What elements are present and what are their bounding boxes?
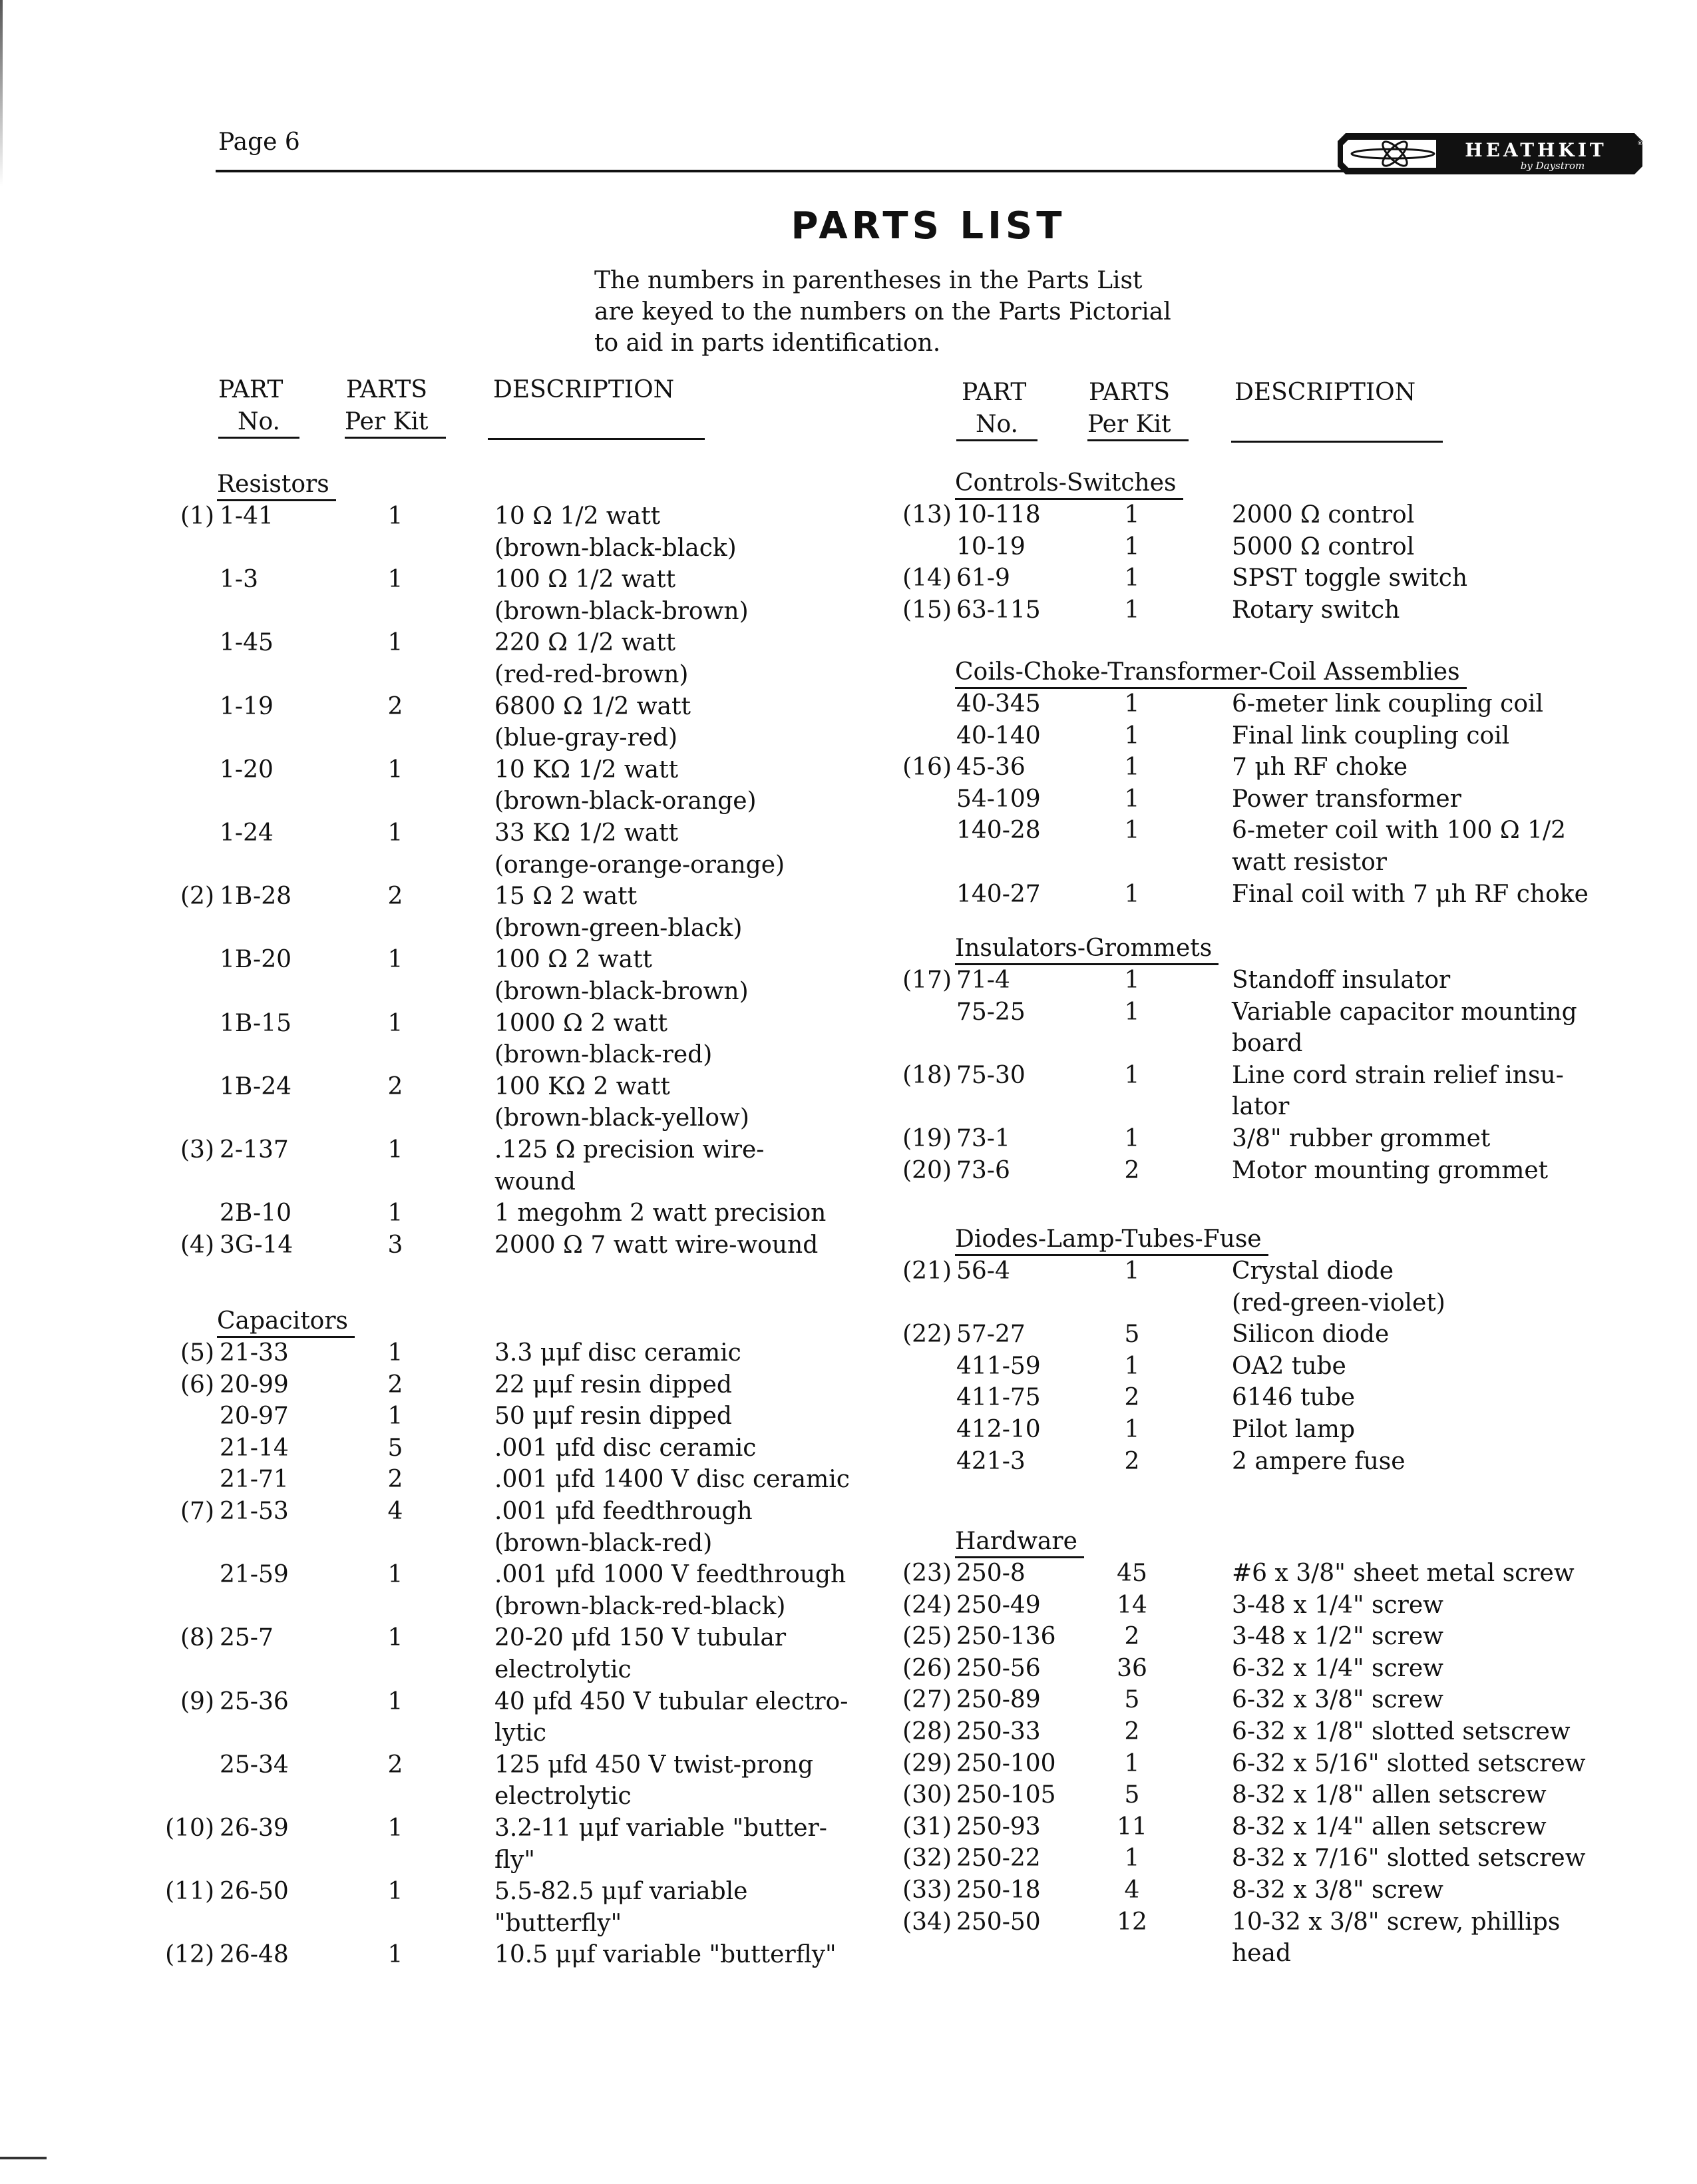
part-description: 100 Ω 1/2 watt <box>494 566 676 594</box>
parts-per-kit: 4 <box>387 1498 403 1525</box>
parts-per-kit: 2 <box>1124 1447 1140 1475</box>
part-description: 2 ampere fuse <box>1232 1447 1406 1475</box>
part-number: 54-109 <box>956 785 1041 813</box>
parts-per-kit: 1 <box>1124 501 1140 529</box>
parts-per-kit: 36 <box>1117 1654 1147 1682</box>
part-description: 5.5-82.5 μμf variable <box>494 1878 748 1906</box>
part-description: (red-red-brown) <box>494 661 689 688</box>
parts-per-kit: 2 <box>1124 1718 1140 1745</box>
part-description: .001 μfd 1000 V feedthrough <box>494 1561 847 1589</box>
parts-per-kit: 1 <box>387 1339 403 1367</box>
parts-per-kit: 1 <box>387 566 403 594</box>
pictorial-ref: (22) <box>902 1321 952 1349</box>
part-description: 15 Ω 2 watt <box>494 883 638 911</box>
pictorial-ref: (3) <box>180 1136 214 1164</box>
pictorial-ref: (34) <box>902 1908 952 1936</box>
section-heading: Coils-Choke-Transformer-Coil Assemblies <box>955 658 1467 689</box>
parts-per-kit: 11 <box>1117 1813 1147 1841</box>
parts-per-kit: 5 <box>387 1434 403 1462</box>
part-description: 40 μfd 450 V tubular electro- <box>494 1687 848 1715</box>
part-number: 250-8 <box>956 1560 1026 1587</box>
part-number: 250-22 <box>956 1845 1041 1872</box>
part-description: lator <box>1232 1093 1290 1121</box>
part-number: 73-1 <box>956 1125 1010 1152</box>
part-description: head <box>1232 1940 1291 1968</box>
pictorial-ref: (12) <box>165 1941 214 1969</box>
parts-per-kit: 1 <box>387 1200 403 1227</box>
parts-per-kit: 1 <box>1124 1125 1140 1152</box>
part-number: 21-33 <box>220 1339 289 1367</box>
parts-per-kit: 2 <box>387 692 403 720</box>
header-part-no: No. <box>956 410 1037 441</box>
section-heading: Diodes-Lamp-Tubes-Fuse <box>955 1225 1268 1256</box>
part-number: 21-53 <box>220 1498 289 1525</box>
part-number: 421-3 <box>956 1447 1026 1475</box>
part-number: 1-3 <box>220 566 258 594</box>
part-description: 50 μμf resin dipped <box>494 1403 732 1430</box>
parts-per-kit: 2 <box>1124 1623 1140 1651</box>
part-description: 6-meter coil with 100 Ω 1/2 <box>1232 817 1567 845</box>
part-number: 1-41 <box>220 503 274 530</box>
parts-per-kit: 1 <box>1124 564 1140 592</box>
parts-per-kit: 1 <box>387 1561 403 1589</box>
parts-per-kit: 14 <box>1117 1591 1147 1619</box>
pictorial-ref: (14) <box>902 564 952 592</box>
pictorial-ref: (10) <box>165 1815 214 1842</box>
part-number: 10-118 <box>956 501 1041 529</box>
part-number: 411-75 <box>956 1384 1041 1412</box>
header-description: DESCRIPTION <box>1234 379 1416 406</box>
section-heading: Capacitors <box>217 1307 355 1338</box>
part-description: 3-48 x 1/4" screw <box>1232 1591 1443 1619</box>
intro-line: to aid in parts identification. <box>594 329 941 357</box>
part-description: Motor mounting grommet <box>1232 1156 1549 1184</box>
part-description: 8-32 x 3/8" screw <box>1232 1876 1443 1904</box>
header-part: PART <box>962 379 1027 406</box>
part-number: 21-14 <box>220 1434 289 1462</box>
part-description: Power transformer <box>1232 785 1461 813</box>
part-description: 22 μμf resin dipped <box>494 1371 732 1399</box>
part-number: 75-30 <box>956 1061 1026 1089</box>
parts-per-kit: 2 <box>387 1072 403 1100</box>
parts-per-kit: 1 <box>387 1941 403 1969</box>
part-description: wound <box>494 1168 576 1196</box>
part-number: 26-39 <box>220 1815 289 1842</box>
pictorial-ref: (21) <box>902 1257 952 1285</box>
section-heading: Hardware <box>955 1527 1084 1558</box>
part-description: 2000 Ω control <box>1232 501 1415 529</box>
parts-per-kit: 1 <box>1124 690 1140 718</box>
part-description: 5000 Ω control <box>1232 533 1415 560</box>
part-description: 6-32 x 1/4" screw <box>1232 1654 1443 1682</box>
parts-per-kit: 1 <box>387 1624 403 1652</box>
part-description: Standoff insulator <box>1232 967 1451 994</box>
parts-per-kit: 2 <box>387 1371 403 1399</box>
part-description: 7 μh RF choke <box>1232 754 1408 781</box>
part-number: 40-140 <box>956 722 1041 750</box>
parts-per-kit: 1 <box>1124 1061 1140 1089</box>
part-description: 3.2-11 μμf variable "butter- <box>494 1815 827 1842</box>
part-number: 25-36 <box>220 1687 289 1715</box>
part-number: 10-19 <box>956 533 1026 560</box>
part-number: 1-24 <box>220 819 274 847</box>
part-number: 63-115 <box>956 596 1041 624</box>
part-description: fly" <box>494 1846 535 1874</box>
part-description: Final link coupling coil <box>1232 722 1510 750</box>
part-description: 6-32 x 1/8" slotted setscrew <box>1232 1718 1571 1745</box>
part-description: .125 Ω precision wire- <box>494 1136 765 1164</box>
page-title: PARTS LIST <box>791 204 1066 248</box>
part-description: Rotary switch <box>1232 596 1400 624</box>
part-description: (blue-gray-red) <box>494 724 678 752</box>
parts-per-kit: 5 <box>1124 1321 1140 1349</box>
pictorial-ref: (20) <box>902 1156 952 1184</box>
part-number: 20-99 <box>220 1371 289 1399</box>
parts-per-kit: 1 <box>1124 1352 1140 1380</box>
part-number: 411-59 <box>956 1352 1041 1380</box>
part-number: 3G-14 <box>220 1231 293 1259</box>
part-description: 1000 Ω 2 watt <box>494 1009 667 1037</box>
pictorial-ref: (31) <box>902 1813 952 1841</box>
part-description: 3/8" rubber grommet <box>1232 1125 1491 1152</box>
part-number: 2-137 <box>220 1136 289 1164</box>
parts-per-kit: 1 <box>387 1878 403 1906</box>
svg-text:by Daystrom: by Daystrom <box>1520 160 1585 172</box>
part-description: 8-32 x 1/8" allen setscrew <box>1232 1781 1547 1809</box>
part-description: "butterfly" <box>494 1909 622 1937</box>
parts-per-kit: 1 <box>1124 596 1140 624</box>
pictorial-ref: (25) <box>902 1623 952 1651</box>
pictorial-ref: (6) <box>180 1371 214 1399</box>
parts-per-kit: 1 <box>1124 998 1140 1026</box>
scan-mark <box>0 2157 47 2159</box>
pictorial-ref: (9) <box>180 1687 214 1715</box>
parts-per-kit: 5 <box>1124 1781 1140 1809</box>
parts-per-kit: 1 <box>387 946 403 974</box>
pictorial-ref: (17) <box>902 967 952 994</box>
header-part: PART <box>218 376 283 403</box>
part-description: 10 Ω 1/2 watt <box>494 503 661 530</box>
part-description: (brown-black-red) <box>494 1529 713 1557</box>
part-description: Pilot lamp <box>1232 1416 1355 1443</box>
part-description: 8-32 x 1/4" allen setscrew <box>1232 1813 1547 1841</box>
parts-per-kit: 1 <box>387 819 403 847</box>
part-description: Silicon diode <box>1232 1321 1390 1349</box>
part-description: Line cord strain relief insu- <box>1232 1061 1564 1089</box>
part-number: 56-4 <box>956 1257 1010 1285</box>
parts-per-kit: 1 <box>387 756 403 783</box>
section-heading: Insulators-Grommets <box>955 934 1219 965</box>
part-number: 250-105 <box>956 1781 1056 1809</box>
part-description: OA2 tube <box>1232 1352 1346 1380</box>
part-description: 6-32 x 3/8" screw <box>1232 1686 1443 1714</box>
part-description: .001 μfd 1400 V disc ceramic <box>494 1466 850 1494</box>
pictorial-ref: (2) <box>180 883 214 911</box>
part-description: 10 KΩ 1/2 watt <box>494 756 679 783</box>
part-description: 33 KΩ 1/2 watt <box>494 819 679 847</box>
part-number: 1-19 <box>220 692 274 720</box>
part-number: 1B-20 <box>220 946 291 974</box>
header-per-kit: Per Kit <box>1087 410 1189 441</box>
part-description: (brown-black-brown) <box>494 597 749 625</box>
pictorial-ref: (26) <box>902 1654 952 1682</box>
part-number: 250-100 <box>956 1749 1056 1777</box>
part-number: 250-89 <box>956 1686 1041 1714</box>
part-number: 40-345 <box>956 690 1041 718</box>
section-heading: Resistors <box>217 470 336 501</box>
header-per-kit: Per Kit <box>345 407 446 439</box>
pictorial-ref: (13) <box>902 501 952 529</box>
part-description: 100 KΩ 2 watt <box>494 1072 670 1100</box>
intro-paragraph <box>594 265 1171 359</box>
part-description: electrolytic <box>494 1656 632 1683</box>
header-rule <box>216 170 1347 172</box>
part-number: 61-9 <box>956 564 1010 592</box>
part-number: 75-25 <box>956 998 1026 1026</box>
part-description: (brown-black-brown) <box>494 978 749 1005</box>
parts-per-kit: 1 <box>1124 754 1140 781</box>
heathkit-logo <box>1336 132 1644 176</box>
parts-per-kit: 2 <box>1124 1156 1140 1184</box>
part-number: 250-136 <box>956 1623 1056 1651</box>
section-heading: Controls-Switches <box>955 469 1183 500</box>
part-description: SPST toggle switch <box>1232 564 1468 592</box>
part-number: 1B-15 <box>220 1009 291 1037</box>
header-description: DESCRIPTION <box>493 376 675 403</box>
parts-per-kit: 1 <box>1124 880 1140 908</box>
pictorial-ref: (24) <box>902 1591 952 1619</box>
part-description: 3.3 μμf disc ceramic <box>494 1339 741 1367</box>
parts-per-kit: 5 <box>1124 1686 1140 1714</box>
part-description: (brown-black-yellow) <box>494 1104 749 1132</box>
svg-text:HEATHKIT: HEATHKIT <box>1465 139 1607 161</box>
pictorial-ref: (29) <box>902 1749 952 1777</box>
part-number: 73-6 <box>956 1156 1010 1184</box>
pictorial-ref: (32) <box>902 1845 952 1872</box>
part-number: 1-45 <box>220 629 274 657</box>
part-description: 6-32 x 5/16" slotted setscrew <box>1232 1749 1586 1777</box>
part-description: Crystal diode <box>1232 1257 1394 1285</box>
parts-per-kit: 1 <box>1124 722 1140 750</box>
part-description: 8-32 x 7/16" slotted setscrew <box>1232 1845 1586 1872</box>
pictorial-ref: (18) <box>902 1061 952 1089</box>
pictorial-ref: (27) <box>902 1686 952 1714</box>
part-number: 2B-10 <box>220 1200 291 1227</box>
pictorial-ref: (23) <box>902 1560 952 1587</box>
part-description: 20-20 μfd 150 V tubular <box>494 1624 787 1652</box>
parts-per-kit: 1 <box>1124 533 1140 560</box>
parts-per-kit: 45 <box>1117 1560 1147 1587</box>
pictorial-ref: (33) <box>902 1876 952 1904</box>
part-number: 57-27 <box>956 1321 1026 1349</box>
header-parts: PARTS <box>346 376 428 403</box>
part-description: .001 μfd disc ceramic <box>494 1434 757 1462</box>
parts-per-kit: 1 <box>1124 785 1140 813</box>
pictorial-ref: (16) <box>902 754 952 781</box>
parts-per-kit: 1 <box>387 629 403 657</box>
parts-per-kit: 1 <box>1124 1845 1140 1872</box>
part-description: 3-48 x 1/2" screw <box>1232 1623 1443 1651</box>
pictorial-ref: (1) <box>180 503 214 530</box>
part-number: 412-10 <box>956 1416 1041 1443</box>
parts-per-kit: 2 <box>387 1466 403 1494</box>
parts-per-kit: 1 <box>387 1403 403 1430</box>
part-description: (brown-black-red) <box>494 1041 713 1069</box>
svg-text:®: ® <box>1637 140 1643 147</box>
parts-per-kit: 1 <box>1124 1749 1140 1777</box>
parts-per-kit: 2 <box>387 1751 403 1779</box>
parts-per-kit: 1 <box>387 1815 403 1842</box>
scan-edge-artifact <box>0 0 3 186</box>
description-underline <box>1231 441 1443 443</box>
parts-per-kit: 1 <box>387 1687 403 1715</box>
part-number: 71-4 <box>956 967 1010 994</box>
part-description: board <box>1232 1030 1303 1058</box>
part-description: electrolytic <box>494 1783 632 1811</box>
part-number: 25-7 <box>220 1624 274 1652</box>
part-description: .001 μfd feedthrough <box>494 1498 753 1525</box>
part-number: 1B-24 <box>220 1072 291 1100</box>
part-number: 250-56 <box>956 1654 1041 1682</box>
part-description: (brown-black-black) <box>494 534 737 562</box>
parts-per-kit: 1 <box>387 1009 403 1037</box>
part-description: 100 Ω 2 watt <box>494 946 653 974</box>
part-description: 6-meter link coupling coil <box>1232 690 1544 718</box>
part-description: #6 x 3/8" sheet metal screw <box>1232 1560 1575 1587</box>
part-description: 10.5 μμf variable "butterfly" <box>494 1941 837 1969</box>
parts-per-kit: 2 <box>1124 1384 1140 1412</box>
pictorial-ref: (11) <box>165 1878 214 1906</box>
part-number: 20-97 <box>220 1403 289 1430</box>
part-description: (orange-orange-orange) <box>494 851 785 879</box>
pictorial-ref: (5) <box>180 1339 214 1367</box>
part-description: 6146 tube <box>1232 1384 1356 1412</box>
part-number: 45-36 <box>956 754 1026 781</box>
parts-per-kit: 4 <box>1124 1876 1140 1904</box>
page-number: Page 6 <box>218 128 300 156</box>
part-number: 140-28 <box>956 817 1041 845</box>
part-number: 140-27 <box>956 880 1041 908</box>
part-number: 1-20 <box>220 756 274 783</box>
part-number: 26-50 <box>220 1878 289 1906</box>
part-number: 21-59 <box>220 1561 289 1589</box>
pictorial-ref: (7) <box>180 1498 214 1525</box>
part-description: 125 μfd 450 V twist-prong <box>494 1751 814 1779</box>
header-part-no: No. <box>218 407 299 439</box>
part-description: watt resistor <box>1232 849 1387 876</box>
part-description: lytic <box>494 1719 546 1747</box>
part-number: 250-49 <box>956 1591 1041 1619</box>
part-description: 2000 Ω 7 watt wire-wound <box>494 1231 819 1259</box>
pictorial-ref: (15) <box>902 596 952 624</box>
intro-line: are keyed to the numbers on the Parts Pictorial <box>594 298 1171 326</box>
parts-per-kit: 1 <box>1124 967 1140 994</box>
part-description: 10-32 x 3/8" screw, phillips <box>1232 1908 1561 1936</box>
part-description: (brown-black-red-black) <box>494 1592 786 1620</box>
part-number: 250-33 <box>956 1718 1041 1745</box>
pictorial-ref: (4) <box>180 1231 214 1259</box>
part-description: 220 Ω 1/2 watt <box>494 629 676 657</box>
pictorial-ref: (28) <box>902 1718 952 1745</box>
part-number: 26-48 <box>220 1941 289 1969</box>
part-number: 1B-28 <box>220 883 291 911</box>
pictorial-ref: (30) <box>902 1781 952 1809</box>
parts-per-kit: 1 <box>1124 1257 1140 1285</box>
part-description: (brown-green-black) <box>494 914 743 942</box>
parts-per-kit: 3 <box>387 1231 403 1259</box>
parts-per-kit: 1 <box>1124 817 1140 845</box>
part-description: Variable capacitor mounting <box>1232 998 1577 1026</box>
part-number: 250-93 <box>956 1813 1041 1841</box>
parts-per-kit: 12 <box>1117 1908 1147 1936</box>
part-description: Final coil with 7 μh RF choke <box>1232 880 1589 908</box>
pictorial-ref: (8) <box>180 1624 214 1652</box>
parts-per-kit: 2 <box>387 883 403 911</box>
part-description: 6800 Ω 1/2 watt <box>494 692 691 720</box>
part-description: 1 megohm 2 watt precision <box>494 1200 827 1227</box>
parts-per-kit: 1 <box>1124 1416 1140 1443</box>
part-description: (red-green-violet) <box>1232 1289 1445 1317</box>
description-underline <box>488 438 705 440</box>
pictorial-ref: (19) <box>902 1125 952 1152</box>
part-number: 250-50 <box>956 1908 1041 1936</box>
parts-per-kit: 1 <box>387 503 403 530</box>
intro-line: The numbers in parentheses in the Parts List <box>594 267 1143 294</box>
part-number: 250-18 <box>956 1876 1041 1904</box>
part-description: (brown-black-orange) <box>494 787 757 815</box>
header-parts: PARTS <box>1089 379 1171 406</box>
parts-per-kit: 1 <box>387 1136 403 1164</box>
part-number: 21-71 <box>220 1466 289 1494</box>
part-number: 25-34 <box>220 1751 289 1779</box>
